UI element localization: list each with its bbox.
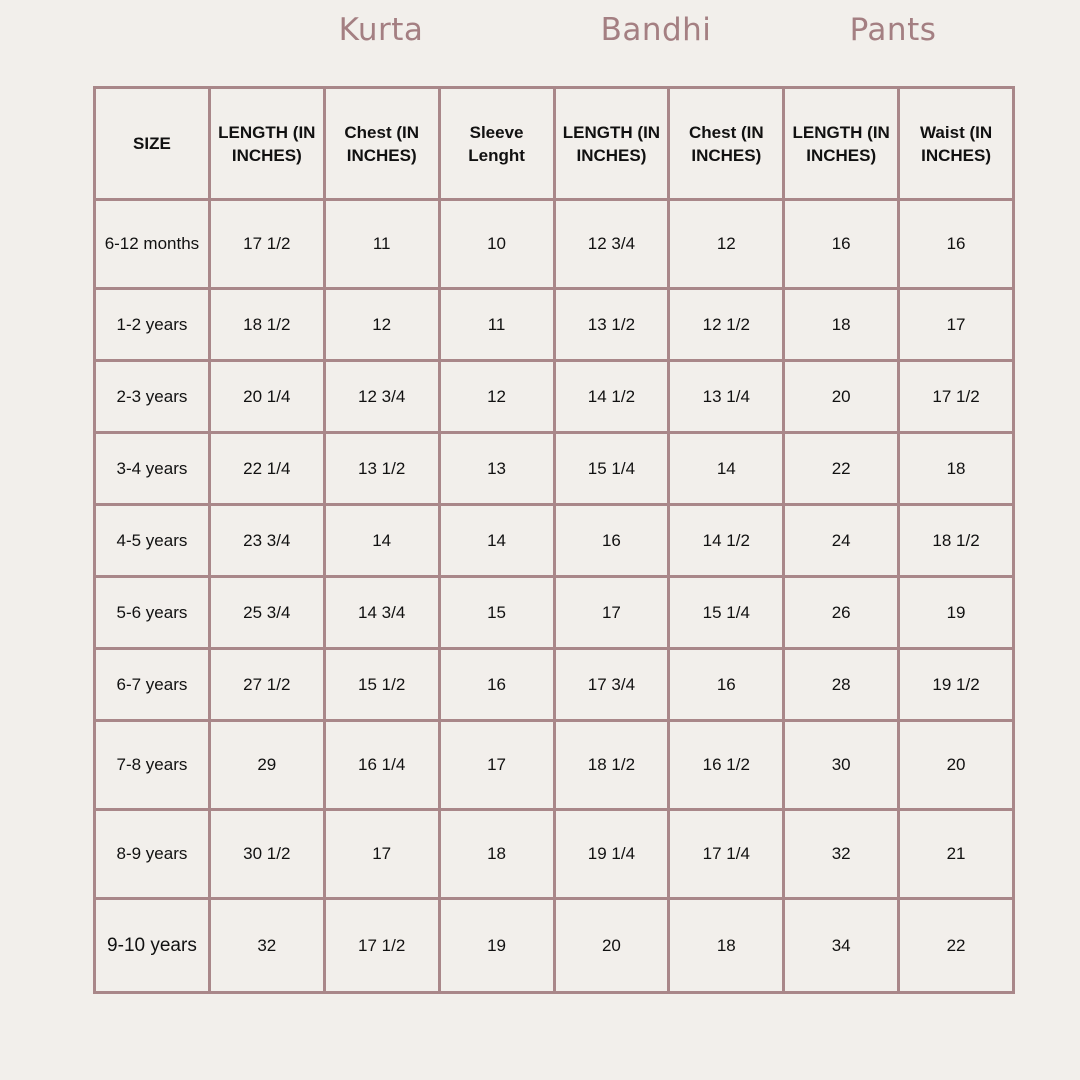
table-cell: 28 bbox=[784, 649, 899, 721]
table-cell: 10 bbox=[439, 200, 554, 289]
header-bandhi-length: LENGTH (IN INCHES) bbox=[554, 88, 669, 200]
table-cell: 22 1/4 bbox=[209, 433, 324, 505]
table-cell: 17 1/2 bbox=[899, 361, 1014, 433]
table-cell: 14 1/2 bbox=[669, 505, 784, 577]
header-pants-waist: Waist (IN INCHES) bbox=[899, 88, 1014, 200]
table-cell: 19 1/4 bbox=[554, 810, 669, 899]
table-row bbox=[95, 899, 1014, 993]
size-cell: 5-6 years bbox=[95, 577, 210, 649]
table-cell: 18 bbox=[439, 810, 554, 899]
table-cell: 11 bbox=[324, 200, 439, 289]
table-cell: 13 bbox=[439, 433, 554, 505]
table-cell: 20 bbox=[784, 361, 899, 433]
table-cell: 16 bbox=[899, 200, 1014, 289]
table-cell: 14 bbox=[439, 505, 554, 577]
group-title-kurta: Kurta bbox=[338, 12, 424, 48]
table-cell: 16 1/2 bbox=[669, 721, 784, 810]
table-cell: 34 bbox=[784, 899, 899, 993]
table-row bbox=[95, 505, 1014, 577]
table-cell: 12 bbox=[669, 200, 784, 289]
header-kurta-sleeve: Sleeve Lenght bbox=[439, 88, 554, 200]
table-cell: 19 bbox=[439, 899, 554, 993]
header-size: SIZE bbox=[95, 88, 210, 200]
table-cell: 23 3/4 bbox=[209, 505, 324, 577]
table-cell: 30 1/2 bbox=[209, 810, 324, 899]
table-cell: 12 1/2 bbox=[669, 289, 784, 361]
table-row bbox=[95, 200, 1014, 289]
header-kurta-length: LENGTH (IN INCHES) bbox=[209, 88, 324, 200]
table-cell: 12 bbox=[324, 289, 439, 361]
table-cell: 16 bbox=[554, 505, 669, 577]
header-bandhi-chest: Chest (IN INCHES) bbox=[669, 88, 784, 200]
table-cell: 15 1/2 bbox=[324, 649, 439, 721]
table-cell: 16 bbox=[669, 649, 784, 721]
header-kurta-chest: Chest (IN INCHES) bbox=[324, 88, 439, 200]
table-row bbox=[95, 810, 1014, 899]
table-cell: 19 bbox=[899, 577, 1014, 649]
size-cell: 7-8 years bbox=[95, 721, 210, 810]
table-cell: 11 bbox=[439, 289, 554, 361]
table-cell: 18 1/2 bbox=[899, 505, 1014, 577]
table-row bbox=[95, 649, 1014, 721]
table-cell: 20 bbox=[554, 899, 669, 993]
table-cell: 13 1/2 bbox=[324, 433, 439, 505]
table-cell: 20 bbox=[899, 721, 1014, 810]
size-cell: 8-9 years bbox=[95, 810, 210, 899]
table-cell: 17 bbox=[439, 721, 554, 810]
table-cell: 18 bbox=[669, 899, 784, 993]
table-row bbox=[95, 361, 1014, 433]
table-cell: 12 3/4 bbox=[554, 200, 669, 289]
table-cell: 12 3/4 bbox=[324, 361, 439, 433]
table-cell: 16 bbox=[784, 200, 899, 289]
table-cell: 19 1/2 bbox=[899, 649, 1014, 721]
table-cell: 27 1/2 bbox=[209, 649, 324, 721]
table-cell: 22 bbox=[784, 433, 899, 505]
table-cell: 20 1/4 bbox=[209, 361, 324, 433]
table-cell: 17 1/2 bbox=[324, 899, 439, 993]
table-cell: 17 bbox=[324, 810, 439, 899]
table-cell: 13 1/4 bbox=[669, 361, 784, 433]
table-cell: 15 bbox=[439, 577, 554, 649]
table-cell: 29 bbox=[209, 721, 324, 810]
table-cell: 16 bbox=[439, 649, 554, 721]
table-cell: 15 1/4 bbox=[669, 577, 784, 649]
header-pants-length: LENGTH (IN INCHES) bbox=[784, 88, 899, 200]
table-cell: 15 1/4 bbox=[554, 433, 669, 505]
table-cell: 16 1/4 bbox=[324, 721, 439, 810]
table-cell: 17 bbox=[554, 577, 669, 649]
table-cell: 18 bbox=[899, 433, 1014, 505]
table-row bbox=[95, 289, 1014, 361]
table-cell: 32 bbox=[209, 899, 324, 993]
table-cell: 17 bbox=[899, 289, 1014, 361]
size-cell: 3-4 years bbox=[95, 433, 210, 505]
table-cell: 30 bbox=[784, 721, 899, 810]
group-title-bandhi: Bandhi bbox=[600, 12, 712, 48]
table-cell: 17 1/2 bbox=[209, 200, 324, 289]
size-cell: 6-7 years bbox=[95, 649, 210, 721]
group-title-pants: Pants bbox=[849, 12, 937, 48]
table-cell: 14 bbox=[669, 433, 784, 505]
header-row bbox=[95, 88, 1014, 200]
table-cell: 18 1/2 bbox=[209, 289, 324, 361]
size-chart-table bbox=[93, 86, 1015, 994]
table-cell: 17 3/4 bbox=[554, 649, 669, 721]
table-cell: 13 1/2 bbox=[554, 289, 669, 361]
table-cell: 18 1/2 bbox=[554, 721, 669, 810]
table-cell: 22 bbox=[899, 899, 1014, 993]
size-cell: 1-2 years bbox=[95, 289, 210, 361]
table-cell: 14 3/4 bbox=[324, 577, 439, 649]
table-cell: 24 bbox=[784, 505, 899, 577]
table-row bbox=[95, 577, 1014, 649]
table-cell: 26 bbox=[784, 577, 899, 649]
table-cell: 14 bbox=[324, 505, 439, 577]
table-row bbox=[95, 433, 1014, 505]
size-cell: 4-5 years bbox=[95, 505, 210, 577]
size-cell: 6-12 months bbox=[95, 200, 210, 289]
table-cell: 17 1/4 bbox=[669, 810, 784, 899]
table-cell: 18 bbox=[784, 289, 899, 361]
table-cell: 12 bbox=[439, 361, 554, 433]
table-cell: 32 bbox=[784, 810, 899, 899]
size-cell: 9-10 years bbox=[95, 899, 210, 993]
table-cell: 14 1/2 bbox=[554, 361, 669, 433]
size-cell: 2-3 years bbox=[95, 361, 210, 433]
table-cell: 21 bbox=[899, 810, 1014, 899]
table-cell: 25 3/4 bbox=[209, 577, 324, 649]
table-row bbox=[95, 721, 1014, 810]
